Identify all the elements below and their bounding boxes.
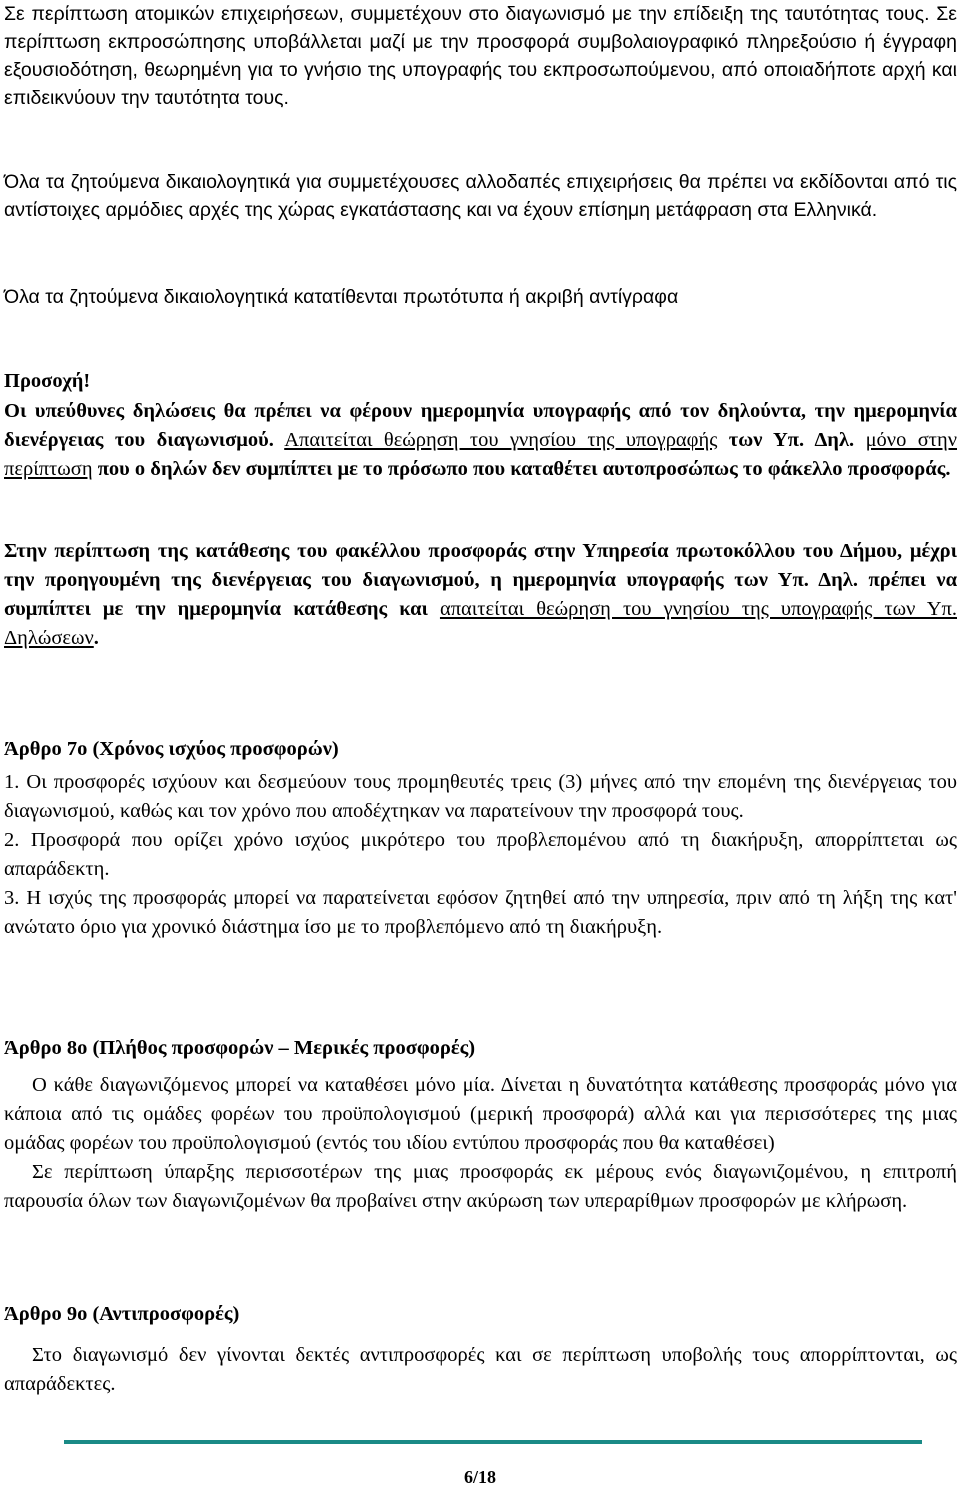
notice-section bbox=[4, 367, 957, 484]
notice2-must-coincide: πρέπει να συμπίπτει με την ημερομηνία bbox=[4, 569, 958, 620]
notice2-paragraph bbox=[4, 537, 957, 653]
article-9-title: Άρθρο 9ο (Αντιπροσφορές) bbox=[4, 1303, 240, 1325]
article-7-title: Άρθρο 7ο (Χρόνος ισχύος προσφορών) bbox=[4, 738, 339, 760]
notice2-underlined: απαιτείται θεώρηση του γνησίου της υπογραφής των Υπ. Δηλώσεων bbox=[4, 598, 957, 649]
article-9 bbox=[4, 1300, 957, 1399]
notice-only-case-underlined: μόνο στην περίπτωση bbox=[4, 429, 958, 480]
notice-authentication-underlined: Απαιτείται θεώρηση του γνησίου της υπογραφής bbox=[284, 429, 718, 451]
article-8-paragraph-1: Ο κάθε διαγωνιζόμενος μπορεί να καταθέσει μόνο μία. Δίνεται η δυνατότητα κατάθεσης προσφοράς μόνο για κάποια από τις ομάδες φορέων του προϋπολογισμού (μερική προσφορά) αλλά και για περισσότερες της μιας ομάδας φορέων του προϋπολογισμού (εντός του ιδίου εντύπου προσφοράς που θα καταθέσει) bbox=[4, 1074, 957, 1154]
page-number: 6/18 bbox=[463, 1467, 496, 1487]
notice-sentence-end: που ο δηλών δεν συμπίπτει με το πρόσωπο που καταθέτει αυτοπροσώπως το φάκελλο προσφοράς. bbox=[97, 458, 951, 480]
footer-divider bbox=[64, 1440, 922, 1444]
notice2-bold-1: Στην περίπτωση της κατάθεσης του φακέλλου προσφοράς στην Υπηρεσία πρωτοκόλλου του Δήμου, μέχρι την προηγουμένη της διενέργειας του διαγωνισμού, η ημερομηνία υπογραφής των Υπ. Δηλ. bbox=[4, 540, 957, 591]
article-7-item-3: 3. Η ισχύς της προσφοράς μπορεί να παρατείνεται εφόσον ζητηθεί από την υπηρεσία, πριν από τη λήξη της κατ' ανώτατο όριο για χρονικό διάστημα ίσο με το προβλεπόμενο από τη διακήρυξη. bbox=[4, 887, 957, 938]
paragraph-originals: Όλα τα ζητούμενα δικαιολογητικά κατατίθενται πρωτότυπα ή ακριβή αντίγραφα bbox=[4, 286, 679, 308]
notice-sentence-1: Οι υπεύθυνες δηλώσεις θα πρέπει να φέρουν ημερομηνία υπογραφής από τον δηλούντα, την ημερομηνία διενέργειας του διαγωνισμού. bbox=[4, 400, 957, 451]
article-7 bbox=[4, 735, 957, 942]
notice-declarations-abbrev: των Υπ. Δηλ. bbox=[728, 429, 855, 451]
article-7-item-2: 2. Προσφορά που ορίζει χρόνο ισχύος μικρότερο του προβλεπομένου από τη διακήρυξη, απορρίπτεται ως απαράδεκτη. bbox=[4, 829, 957, 880]
paragraph-foreign-companies: Όλα τα ζητούμενα δικαιολογητικά για συμμετέχουσες αλλοδαπές επιχειρήσεις θα πρέπει να εκδίδονται από τις αντίστοιχες αρμόδιες αρχές της χώρας εγκατάστασης και να έχουν επίσημη μετάφραση στα Ελληνικά. bbox=[4, 171, 957, 221]
article-8-title: Άρθρο 8ο (Πλήθος προσφορών – Μερικές προσφορές) bbox=[4, 1037, 476, 1059]
notice2-end: . bbox=[93, 627, 99, 649]
article-9-paragraph: Στο διαγωνισμό δεν γίνονται δεκτές αντιπροσφορές και σε περίπτωση υποβολής τους απορρίπτονται, ως απαράδεκτες. bbox=[4, 1344, 957, 1395]
article-8-paragraph-2: Σε περίπτωση ύπαρξης περισσοτέρων της μιας προσφοράς εκ μέρους ενός διαγωνιζομένου, η επιτροπή παρουσία όλων των διαγωνιζομένων θα προβαίνει στην ακύρωση των υπεραρίθμων προσφορών με κλήρωση. bbox=[4, 1161, 957, 1212]
notice-title: Προσοχή! bbox=[4, 370, 91, 392]
notice2-bold-2: κατάθεσης και bbox=[293, 598, 428, 620]
article-8 bbox=[4, 1034, 957, 1216]
paragraph-representation: Σε περίπτωση ατομικών επιχειρήσεων, συμμετέχουν στο διαγωνισμό με την επίδειξη της ταυτότητας τους. Σε περίπτωση εκπροσώπησης υποβάλλεται μαζί με την προσφορά συμβολαιογραφικό πληρεξούσιο ή έγγραφη εξουσιοδότηση, θεωρημένη για το γνήσιο της υπογραφής του εκπροσωπούμενου, από οποιαδήποτε αρχή και επιδεικνύουν την ταυτότητα τους. bbox=[4, 3, 957, 109]
article-7-item-1: 1. Οι προσφορές ισχύουν και δεσμεύουν τους προμηθευτές τρεις (3) μήνες από την επομένη της διενέργειας του διαγωνισμού, καθώς και τον χρόνο που αποδέχτηκαν να παρατείνουν την προσφορά τους. bbox=[4, 771, 957, 822]
notice-body bbox=[4, 397, 957, 484]
